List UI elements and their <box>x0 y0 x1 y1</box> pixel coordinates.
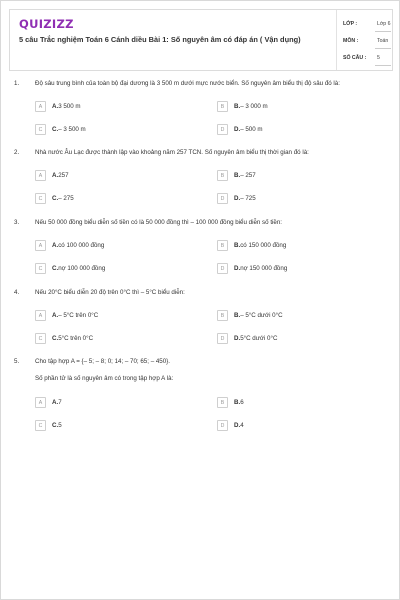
option-letter-box: C <box>35 420 46 431</box>
option-prefix: C. <box>52 126 59 133</box>
option-prefix: B. <box>234 103 241 110</box>
option-answer: 6 <box>240 399 244 406</box>
meta-class <box>337 16 395 34</box>
option-prefix: C. <box>52 265 59 272</box>
option-text <box>52 126 86 133</box>
option-letter-box: B <box>217 310 228 321</box>
option-prefix: B. <box>234 399 241 406</box>
option-b[interactable] <box>217 310 387 322</box>
meta-subject-label: MÔN : <box>343 38 359 44</box>
question-text: Nhà nước Âu Lạc được thành lập vào khoảng năm 257 TCN. Số nguyên âm biểu thị thời gian đó là: <box>35 149 309 156</box>
question-number: 3. <box>14 219 20 226</box>
option-d[interactable] <box>217 124 387 136</box>
option-text <box>234 399 244 406</box>
option-answer: 5°C trên 0°C <box>58 335 94 342</box>
option-prefix: D. <box>234 422 241 429</box>
option-text <box>234 312 283 319</box>
option-answer: 257 <box>58 172 69 179</box>
option-text <box>52 172 69 179</box>
question-number: 5. <box>14 358 20 365</box>
option-prefix: A. <box>52 312 59 319</box>
option-answer: có 100 000 đồng <box>58 242 105 249</box>
option-answer: – 5°C trên 0°C <box>58 312 99 319</box>
option-prefix: A. <box>52 399 59 406</box>
option-text <box>52 399 62 406</box>
meta-count-label: SỐ CÂU : <box>343 55 367 61</box>
option-b[interactable] <box>217 101 387 113</box>
option-a[interactable] <box>35 240 205 252</box>
option-a[interactable] <box>35 170 205 182</box>
option-letter-box: D <box>217 420 228 431</box>
option-letter-box: A <box>35 170 46 181</box>
option-c[interactable] <box>35 193 205 205</box>
option-d[interactable] <box>217 193 387 205</box>
option-text <box>52 335 93 342</box>
option-answer: – 257 <box>240 172 256 179</box>
option-prefix: B. <box>234 172 241 179</box>
option-answer: nợ 150 000 đồng <box>240 265 288 272</box>
option-c[interactable] <box>35 124 205 136</box>
option-text <box>234 422 244 429</box>
option-letter-box: A <box>35 310 46 321</box>
option-prefix: B. <box>234 242 241 249</box>
option-prefix: C. <box>52 422 59 429</box>
option-answer: có 150 000 đồng <box>240 242 287 249</box>
meta-panel <box>336 10 394 70</box>
question-text: Số phần tử là số nguyên âm có trong tập hợp A là: <box>35 375 174 382</box>
option-answer: – 3 500 m <box>58 126 86 133</box>
question-number: 1. <box>14 80 20 87</box>
option-text <box>234 195 256 202</box>
option-letter-box: B <box>217 101 228 112</box>
option-prefix: D. <box>234 195 241 202</box>
meta-subject-value: Toán <box>377 38 389 44</box>
option-b[interactable] <box>217 397 387 409</box>
option-letter-box: D <box>217 263 228 274</box>
option-prefix: D. <box>234 335 241 342</box>
meta-count <box>337 50 395 68</box>
option-letter-box: B <box>217 240 228 251</box>
option-text <box>52 103 81 110</box>
option-prefix: D. <box>234 126 241 133</box>
question-text: Cho tập hợp A = {– 5; – 8; 0; 14; – 70; 65; – 450}. <box>35 358 170 365</box>
meta-subject <box>337 33 395 51</box>
option-d[interactable] <box>217 333 387 345</box>
option-letter-box: D <box>217 193 228 204</box>
option-text <box>234 172 256 179</box>
option-text <box>234 242 286 249</box>
option-text <box>52 242 104 249</box>
option-text <box>52 422 62 429</box>
meta-divider <box>375 31 391 32</box>
meta-class-value: Lớp 6 <box>377 21 391 27</box>
option-letter-box: C <box>35 263 46 274</box>
question-text: Nếu 50 000 đồng biểu diễn số tiền có là 50 000 đồng thì – 100 000 đồng biểu diễn số tiền: <box>35 219 283 226</box>
meta-divider <box>375 48 391 49</box>
option-letter-box: B <box>217 170 228 181</box>
option-prefix: C. <box>52 195 59 202</box>
option-text <box>234 335 277 342</box>
option-answer: – 3 000 m <box>240 103 268 110</box>
option-answer: 5 <box>58 422 62 429</box>
option-answer: 4 <box>240 422 244 429</box>
option-letter-box: C <box>35 193 46 204</box>
option-answer: nợ 100 000 đồng <box>58 265 106 272</box>
meta-class-label: LỚP : <box>343 21 358 27</box>
option-d[interactable] <box>217 263 387 275</box>
option-text <box>234 265 287 272</box>
quizizz-logo: QUIZIZZ <box>19 17 74 31</box>
meta-count-value: 5 <box>377 55 380 61</box>
option-text <box>52 312 98 319</box>
meta-divider <box>375 65 391 66</box>
option-letter-box: C <box>35 124 46 135</box>
option-text <box>234 103 268 110</box>
option-answer: 5°C dưới 0°C <box>240 335 278 342</box>
option-letter-box: C <box>35 333 46 344</box>
question-text: Độ sâu trung bình của toàn bộ đại dương là 3 500 m dưới mực nước biển. Số nguyên âm biểu thị độ sâu đó là: <box>35 80 340 87</box>
option-answer: 3 500 m <box>58 103 81 110</box>
option-text <box>234 126 263 133</box>
option-letter-box: B <box>217 397 228 408</box>
worksheet-header <box>9 9 393 71</box>
option-answer: – 725 <box>240 195 256 202</box>
option-prefix: A. <box>52 103 59 110</box>
option-prefix: C. <box>52 335 59 342</box>
option-prefix: A. <box>52 172 59 179</box>
option-prefix: B. <box>234 312 241 319</box>
option-answer: – 275 <box>58 195 74 202</box>
option-letter-box: A <box>35 240 46 251</box>
option-letter-box: D <box>217 333 228 344</box>
question-number: 2. <box>14 149 20 156</box>
option-letter-box: D <box>217 124 228 135</box>
option-a[interactable] <box>35 397 205 409</box>
option-a[interactable] <box>35 101 205 113</box>
option-c[interactable] <box>35 333 205 345</box>
option-c[interactable] <box>35 420 205 432</box>
option-answer: – 500 m <box>240 126 263 133</box>
option-a[interactable] <box>35 310 205 322</box>
option-text <box>52 195 74 202</box>
option-d[interactable] <box>217 420 387 432</box>
worksheet-title: 5 câu Trắc nghiệm Toán 6 Cánh diều Bài 1: Số nguyên âm có đáp án ( Vận dụng) <box>19 35 301 44</box>
option-prefix: D. <box>234 265 241 272</box>
question-number: 4. <box>14 289 20 296</box>
option-letter-box: A <box>35 397 46 408</box>
option-b[interactable] <box>217 240 387 252</box>
option-answer: 7 <box>58 399 62 406</box>
option-letter-box: A <box>35 101 46 112</box>
option-answer: – 5°C dưới 0°C <box>240 312 283 319</box>
option-text <box>52 265 105 272</box>
question-text: Nếu 20°C biểu diễn 20 độ trên 0°C thì – 5°C biểu diễn: <box>35 289 185 296</box>
option-prefix: A. <box>52 242 59 249</box>
option-b[interactable] <box>217 170 387 182</box>
option-c[interactable] <box>35 263 205 275</box>
